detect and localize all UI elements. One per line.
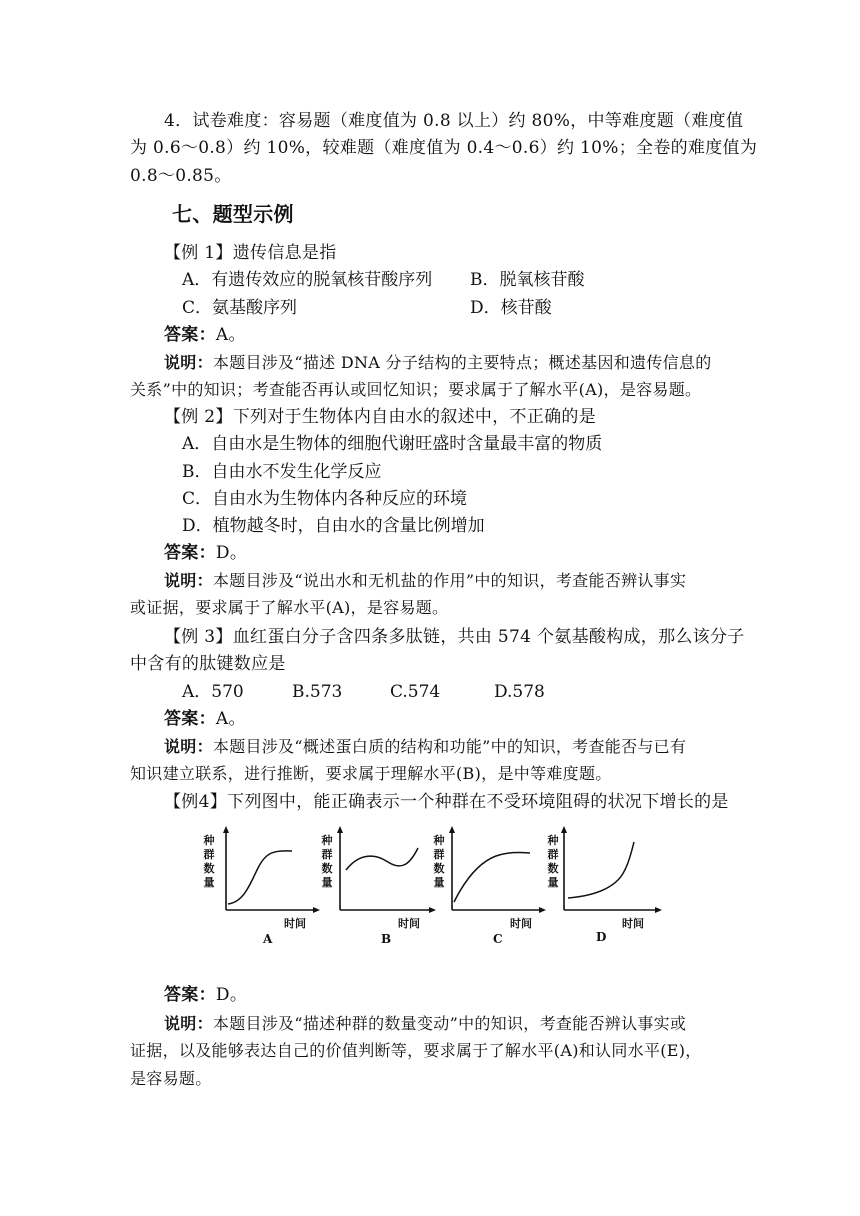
graph-b-y-arrow <box>337 826 343 833</box>
graph-b-ylabel: 种 群 数 量 <box>321 834 333 889</box>
example-3-explain-line-2: 知识建立联系，进行推断，要求属于理解水平(B)，是中等难度题。 <box>130 764 612 783</box>
example-3-answer <box>164 708 246 730</box>
graph-c-ylabel: 种 群 数 量 <box>433 834 445 889</box>
explain-text: 本题目涉及“描述 DNA 分子结构的主要特点；概述基因和遗传信息的 <box>212 353 712 372</box>
graph-d-ylabel: 种 群 数 量 <box>547 834 559 889</box>
example-3-question-line-1: 【例 3】血红蛋白分子含四条多肽链，共由 574 个氨基酸构成，那么该分子 <box>164 627 745 647</box>
graph-c-curve <box>454 852 530 902</box>
example-2-explain-line-1 <box>164 570 686 592</box>
explain-label: 说明： <box>164 737 213 756</box>
section-title: 七、题型示例 <box>172 202 294 226</box>
example-4-answer <box>164 984 247 1006</box>
example-2-option-d: D．植物越冬时，自由水的含量比例增加 <box>182 516 485 536</box>
difficulty-line-2: 为 0.6～0.8）约 10%，较难题（难度值为 0.4～0.6）约 10%；全卷的难度值为 <box>130 138 758 158</box>
example-1-option-c: C．氨基酸序列 <box>182 298 298 318</box>
graph-a-ylabel: 种 群 数 量 <box>203 834 215 889</box>
graph-d-curve <box>568 842 634 898</box>
graph-a <box>192 826 312 956</box>
difficulty-line-3: 0.8～0.85。 <box>130 166 232 186</box>
example-1-option-a: A．有遗传效应的脱氧核苷酸序列 <box>182 270 433 290</box>
example-3-option-c: C.574 <box>390 682 441 702</box>
example-4-explain-line-1 <box>164 1013 686 1035</box>
graph-c-xlabel: 时间 <box>510 917 532 930</box>
example-2-option-b: B．自由水不发生化学反应 <box>182 462 382 482</box>
example-4-question: 【例4】下列图中，能正确表示一个种群在不受环境阻碍的状况下增长的是 <box>164 792 729 812</box>
example-3-question-line-2: 中含有的肽键数应是 <box>130 654 286 674</box>
example-4-explain-line-2: 证据，以及能够表达自己的价值判断等，要求属于了解水平(A)和认同水平(E)， <box>130 1041 702 1060</box>
difficulty-line-1: 4．试卷难度：容易题（难度值为 0.8 以上）约 80%，中等难度题（难度值 <box>164 111 744 131</box>
explain-text: 本题目涉及“说出水和无机盐的作用”中的知识，考查能否辨认事实 <box>212 571 687 590</box>
example-2-option-c: C．自由水为生物体内各种反应的环境 <box>182 489 468 509</box>
graph-b-curve <box>346 848 418 870</box>
example-2-question: 【例 2】下列对于生物体内自由水的叙述中，不正确的是 <box>164 407 597 427</box>
graph-a-y-arrow <box>223 826 229 833</box>
answer-label: 答案： <box>164 985 216 1005</box>
answer-label: 答案： <box>164 325 216 345</box>
graph-d-plot <box>540 826 670 936</box>
example-2-answer <box>164 542 247 564</box>
population-graphs <box>192 826 672 956</box>
example-1-explain-line-1 <box>164 352 712 374</box>
explain-text: 本题目涉及“描述种群的数量变动”中的知识，考查能否辨认事实或 <box>212 1014 687 1033</box>
example-3-option-b: B.573 <box>292 682 343 702</box>
graph-d-xlabel: 时间 <box>622 917 644 930</box>
graph-b-plot <box>310 826 440 936</box>
answer-value: D。 <box>215 543 248 563</box>
graph-c-plot <box>424 826 554 936</box>
example-1-option-d: D．核苷酸 <box>470 298 552 318</box>
answer-value: A。 <box>215 325 246 345</box>
graph-a-xlabel: 时间 <box>284 917 306 930</box>
example-2-explain-line-2: 或证据，要求属于了解水平(A)，是容易题。 <box>130 598 449 617</box>
example-1-question: 【例 1】遗传信息是指 <box>164 243 337 263</box>
graph-b-letter: B <box>381 932 392 946</box>
example-1-answer <box>164 324 246 346</box>
graph-d-x-arrow <box>655 907 662 913</box>
graph-d-letter: D <box>596 930 607 944</box>
example-4-explain-line-3: 是容易题。 <box>130 1069 212 1088</box>
explain-label: 说明： <box>164 353 213 372</box>
example-3-option-a: A．570 <box>182 682 244 702</box>
example-3-explain-line-1 <box>164 736 686 758</box>
graph-c-y-arrow <box>449 826 455 833</box>
graph-b <box>310 826 430 956</box>
graph-c-letter: C <box>493 932 503 946</box>
example-1-option-b: B．脱氧核苷酸 <box>470 270 585 290</box>
graph-a-curve <box>228 851 292 904</box>
example-3-option-d: D.578 <box>494 682 545 702</box>
explain-label: 说明： <box>164 571 213 590</box>
answer-label: 答案： <box>164 543 216 563</box>
graph-d-y-arrow <box>561 826 567 833</box>
graph-a-letter: A <box>263 932 273 946</box>
graph-c <box>424 826 544 956</box>
explain-text: 本题目涉及“概述蛋白质的结构和功能”中的知识，考查能否与已有 <box>212 737 687 756</box>
explain-label: 说明： <box>164 1014 213 1033</box>
example-1-explain-line-2: 关系”中的知识；考查能否再认或回忆知识；要求属于了解水平(A)，是容易题。 <box>130 380 702 399</box>
graph-b-xlabel: 时间 <box>398 917 420 930</box>
answer-value: A。 <box>215 709 246 729</box>
example-2-option-a: A．自由水是生物体的细胞代谢旺盛时含量最丰富的物质 <box>182 434 603 454</box>
answer-label: 答案： <box>164 709 216 729</box>
graph-d <box>540 826 660 956</box>
answer-value: D。 <box>215 985 248 1005</box>
